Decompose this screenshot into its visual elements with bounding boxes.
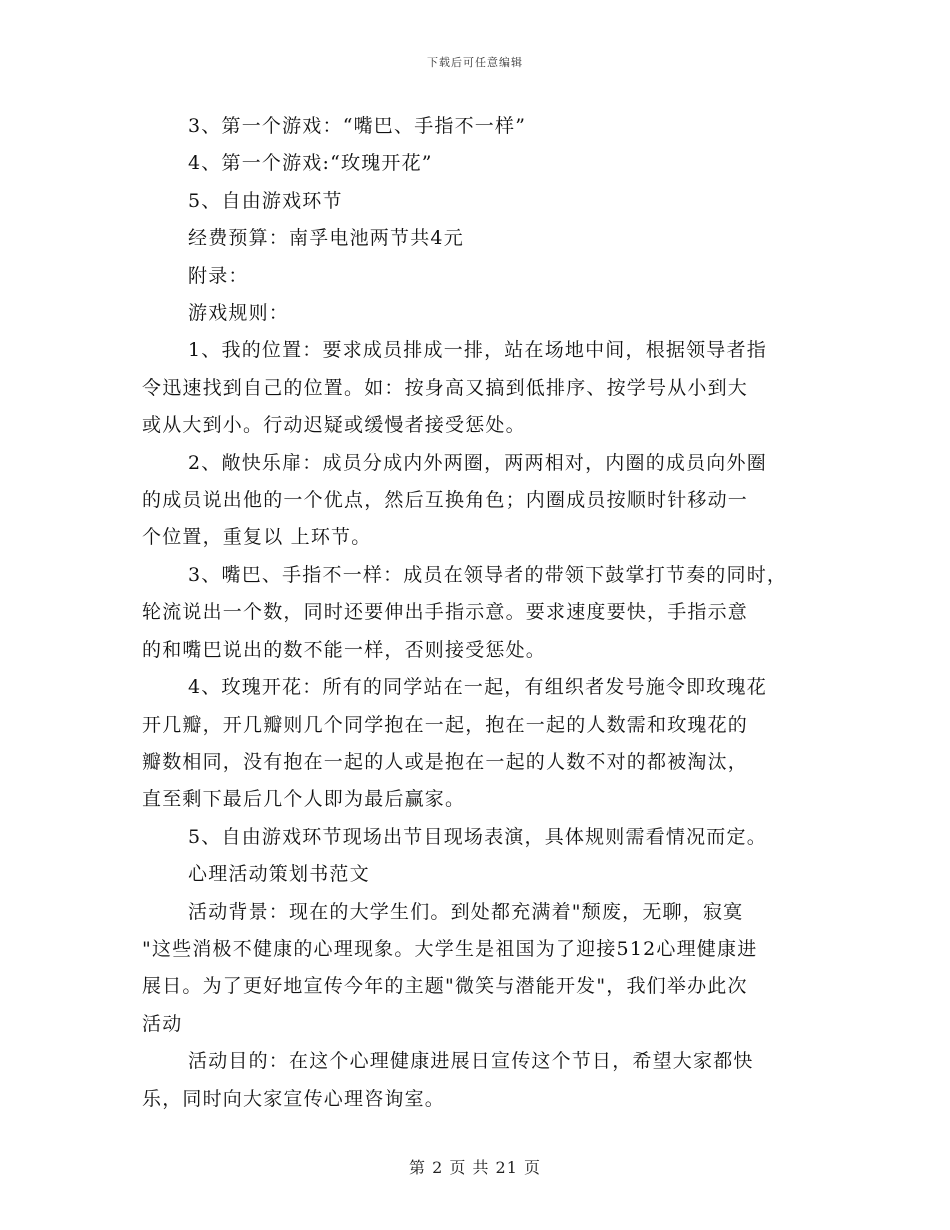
text-line: 2、敞快乐扉：成员分成内外两圈，两两相对，内圈的成员向外圈 (188, 451, 767, 474)
text-line: 活动 (142, 1012, 183, 1035)
text-line: 开几瓣，开几瓣则几个同学抱在一起，抱在一起的人数需和玫瑰花的 (142, 713, 749, 736)
text-line: 3、第一个游戏：“嘴巴、手指不一样” (188, 115, 527, 137)
text-line: 4、玫瑰开花：所有的同学站在一起，有组织者发号施令即玫瑰花 (188, 676, 767, 699)
text-line: 轮流说出一个数，同时还要伸出手指示意。要求速度要快，手指示意 (142, 601, 749, 624)
page-footer: 第 2 页 共 21 页 (409, 1158, 541, 1177)
document-body (142, 108, 822, 1118)
text-line: 的成员说出他的一个优点，然后互换角色；内圈成员按顺时针移动一 (142, 489, 749, 512)
text-line: 或从大到小。行动迟疑或缓慢者接受惩处。 (142, 414, 526, 437)
text-line: 5、自由游戏环节 (188, 189, 343, 212)
text-line: 令迅速找到自己的位置。如：按身高又搞到低排序、按学号从小到大 (142, 376, 749, 399)
text-line: 活动背景：现在的大学生们。到处都充满着"颓废，无聊，寂寞 (188, 900, 744, 923)
text-line: 心理活动策划书范文 (188, 863, 370, 886)
text-line: 直至剩下最后几个人即为最后赢家。 (142, 788, 466, 811)
page-header: 下载后可任意编辑 (427, 56, 523, 69)
text-line: 3、嘴巴、手指不一样：成员在领导者的带领下鼓掌打节奏的同时， (188, 563, 788, 586)
text-line: 游戏规则： (188, 302, 290, 325)
text-line: 乐，同时向大家宣传心理咨询室。 (142, 1087, 446, 1110)
text-line: 5、自由游戏环节现场出节目现场表演，具体规则需看情况而定。 (188, 825, 767, 848)
text-line: 的和嘴巴说出的数不能一样，否则接受惩处。 (142, 638, 547, 661)
text-line: 展日。为了更好地宣传今年的主题"微笑与潜能开发"，我们举办此次 (142, 975, 748, 998)
text-line: 附录： (188, 264, 249, 287)
text-line: 经费预算：南孚电池两节共4元 (188, 227, 464, 250)
text-line: 活动目的：在这个心理健康进展日宣传这个节日，希望大家都快 (188, 1050, 754, 1073)
text-line: "这些消极不健康的心理现象。大学生是祖国为了迎接512心理健康进 (142, 937, 758, 960)
text-line: 瓣数相同，没有抱在一起的人或是抱在一起的人数不对的都被淘汰， (142, 750, 749, 773)
text-line: 4、第一个游戏:“玫瑰开花” (188, 152, 433, 175)
text-line: 1、我的位置：要求成员排成一排，站在场地中间，根据领导者指 (188, 339, 767, 362)
text-line: 个位置，重复以 上环节。 (142, 526, 372, 549)
